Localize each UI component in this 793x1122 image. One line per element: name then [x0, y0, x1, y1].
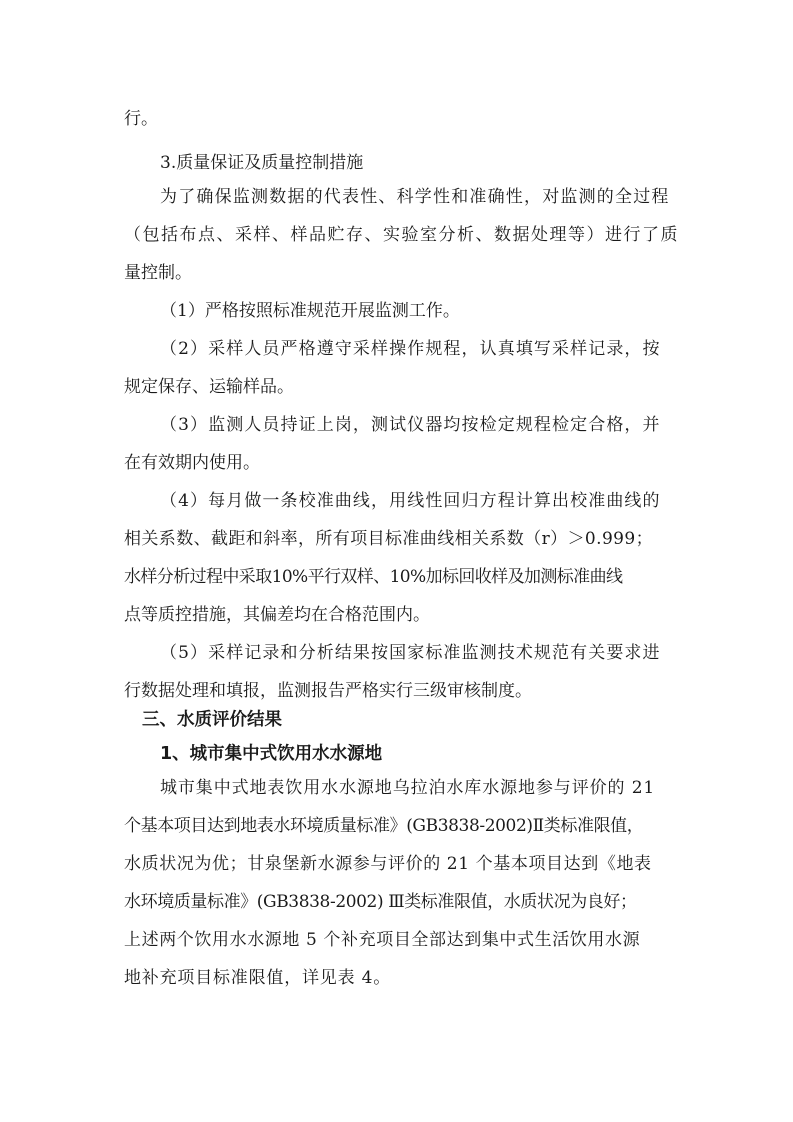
- text-line: 在有效期内使用。: [124, 453, 260, 473]
- text-line: 量控制。: [124, 263, 192, 283]
- text-line: 行数据处理和填报，监测报告严格实行三级审核制度。: [124, 681, 532, 701]
- text-line: （1）严格按照标准规范开展监测工作。: [160, 301, 460, 321]
- text-line: 水环境质量标准》(GB3838-2002) Ⅲ类标准限值，水质状况为良好；: [124, 892, 637, 912]
- subsection-heading: 1、城市集中式饮用水水源地: [160, 744, 383, 764]
- section-heading: 三、水质评价结果: [142, 710, 282, 730]
- text-line: 为了确保监测数据的代表性、科学性和准确性，对监测的全过程: [160, 187, 670, 207]
- text-line: 水样分析过程中采取10%平行双样、10%加标回收样及加测标准曲线: [124, 567, 623, 587]
- text-line: （4）每月做一条校准曲线，用线性回归方程计算出校准曲线的: [160, 491, 661, 511]
- text-line: 相关系数、截距和斜率，所有项目标准曲线相关系数（r）＞0.999；: [124, 529, 653, 549]
- text-line: 水质状况为优；甘泉堡新水源参与评价的 21 个基本项目达到《地表: [124, 854, 652, 874]
- text-line: （3）监测人员持证上岗，测试仪器均按检定规程检定合格，并: [160, 415, 661, 435]
- text-line: 点等质控措施，其偏差均在合格范围内。: [124, 605, 430, 625]
- text-line: 规定保存、运输样品。: [124, 377, 294, 397]
- text-line: 城市集中式地表饮用水水源地乌拉泊水库水源地参与评价的 21: [160, 778, 656, 798]
- text-line: （包括布点、采样、样品贮存、实验室分析、数据处理等）进行了质: [124, 225, 679, 245]
- section-heading: 3.质量保证及质量控制措施: [160, 153, 364, 173]
- text-line: 行。: [124, 109, 158, 129]
- text-line: （5）采样记录和分析结果按国家标准监测技术规范有关要求进: [160, 643, 661, 663]
- text-line: （2）采样人员严格遵守采样操作规程，认真填写采样记录，按: [160, 339, 661, 359]
- text-line: 上述两个饮用水水源地 5 个补充项目全部达到集中式生活饮用水源: [124, 930, 641, 950]
- text-line: 地补充项目标准限值，详见表 4。: [124, 968, 392, 988]
- text-line: 个基本项目达到地表水环境质量标准》(GB3838-2002)Ⅱ类标准限值，: [124, 816, 644, 836]
